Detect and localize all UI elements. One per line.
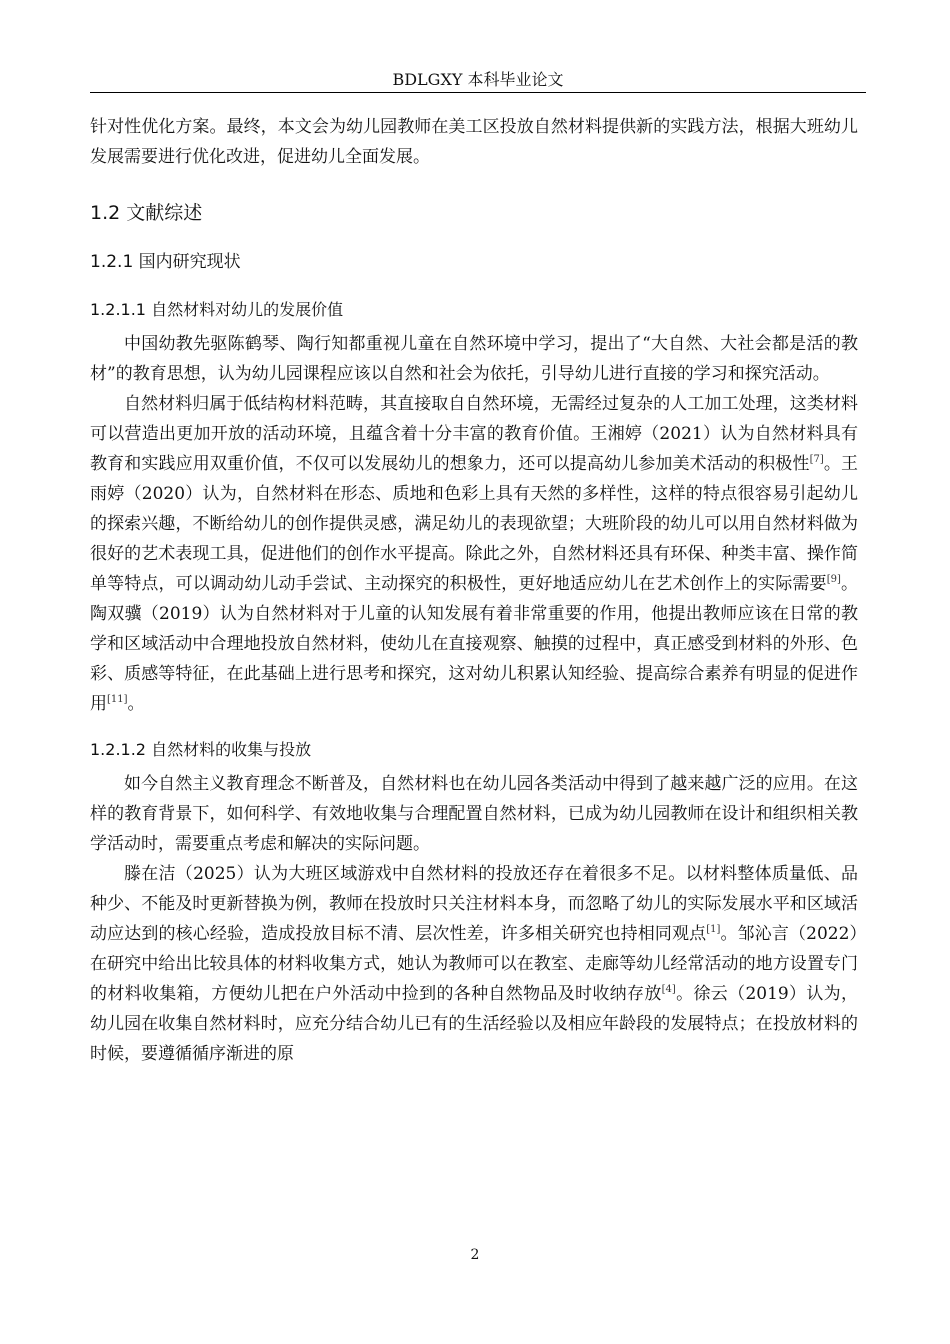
section-heading-1-2: 1.2 文献综述 <box>90 202 203 224</box>
section-heading-1-2-1-2: 1.2.1.2 自然材料的收集与投放 <box>90 740 312 759</box>
paragraph-collection-2 <box>90 859 858 1069</box>
body-text <box>90 112 858 1069</box>
intro-paragraph: 针对性优化方案。最终，本文会为幼儿园教师在美工区投放自然材料提供新的实践方法，根据大班幼儿发展需要进行优化改进，促进幼儿全面发展。 <box>90 117 858 167</box>
paragraph-text: 。王雨婷（2020）认为，自然材料在形态、质地和色彩上具有天然的多样性，这样的特点很容易引起幼儿的探索兴趣，不断给幼儿的创作提供灵感，满足幼儿的表现欲望；大班阶段的幼儿可以用自然材料做为很好的艺术表现工具，促进他们的创作水平提高。除此之外，自然材料还具有环保、种类丰富、操作简单等特点，可以调动幼儿动手尝试、主动探究的积极性，更好地适应幼儿在艺术创作上的实际需要 <box>90 454 858 594</box>
section-heading-1-2-1: 1.2.1 国内研究现状 <box>90 252 241 272</box>
paragraph-text: 。陶双骥（2019）认为自然材料对于儿童的认知发展有着非常重要的作用，他提出教师应该在日常的教学和区域活动中合理地投放自然材料，使幼儿在直接观察、触摸的过程中，真正感受到材料的外形、色彩、质感等特征，在此基础上进行思考和探究，这对幼儿积累认知经验、提高综合素养有明显的促进作用 <box>90 574 859 714</box>
paragraph-text: 。 <box>127 694 145 714</box>
paragraph-text: 自然材料归属于低结构材料范畴，其直接取自自然环境，无需经过复杂的人工加工处理，这类材料可以营造出更加开放的活动环境，且蕴含着十分丰富的教育价值。王湘婷（2021）认为自然材料具有教育和实践应用双重价值，不仅可以发展幼儿的想象力，还可以提高幼儿参加美术活动的积极性 <box>90 394 858 474</box>
section-heading-1-2-1-1: 1.2.1.1 自然材料对幼儿的发展价值 <box>90 300 344 319</box>
citation-11[interactable]: [11] <box>107 694 128 705</box>
citation-7[interactable]: [7] <box>809 454 824 465</box>
paragraph-value-2 <box>90 389 858 719</box>
page-number: 2 <box>470 1247 480 1263</box>
citation-4[interactable]: [4] <box>661 984 676 995</box>
paragraph-text: 。徐云（2019）认为，幼儿园在收集自然材料时，应充分结合幼儿已有的生活经验以及相应年龄段的发展特点；在投放材料的时候，要遵循循序渐进的原 <box>90 984 858 1064</box>
running-header: BDLGXY 本科毕业论文 <box>392 70 564 89</box>
paragraph-value-1: 中国幼教先驱陈鹤琴、陶行知都重视儿童在自然环境中学习，提出了“大自然、大社会都是活的教材”的教育思想，认为幼儿园课程应该以自然和社会为依托，引导幼儿进行直接的学习和探究活动。 <box>90 334 858 384</box>
paragraph-text: 。邹沁言（2022）在研究中给出比较具体的材料收集方式，她认为教师可以在教室、走廊等幼儿经常活动的地方设置专门的材料收集箱，方便幼儿把在户外活动中捡到的各种自然物品及时收纳存放 <box>90 924 859 1004</box>
citation-1[interactable]: [1] <box>706 924 721 935</box>
paragraph-text: 滕在洁（2025）认为大班区域游戏中自然材料的投放还存在着很多不足。以材料整体质量低、品种少、不能及时更新替换为例，教师在投放时只关注材料本身，而忽略了幼儿的实际发展水平和区域活动应达到的核心经验，造成投放目标不清、层次性差，许多相关研究也持相同观点 <box>90 864 858 944</box>
header-rule <box>90 92 866 93</box>
citation-9[interactable]: [9] <box>826 574 841 585</box>
paragraph-collection-1: 如今自然主义教育理念不断普及，自然材料也在幼儿园各类活动中得到了越来越广泛的应用。在这样的教育背景下，如何科学、有效地收集与合理配置自然材料，已成为幼儿园教师在设计和组织相关教学活动时，需要重点考虑和解决的实际问题。 <box>90 774 858 854</box>
